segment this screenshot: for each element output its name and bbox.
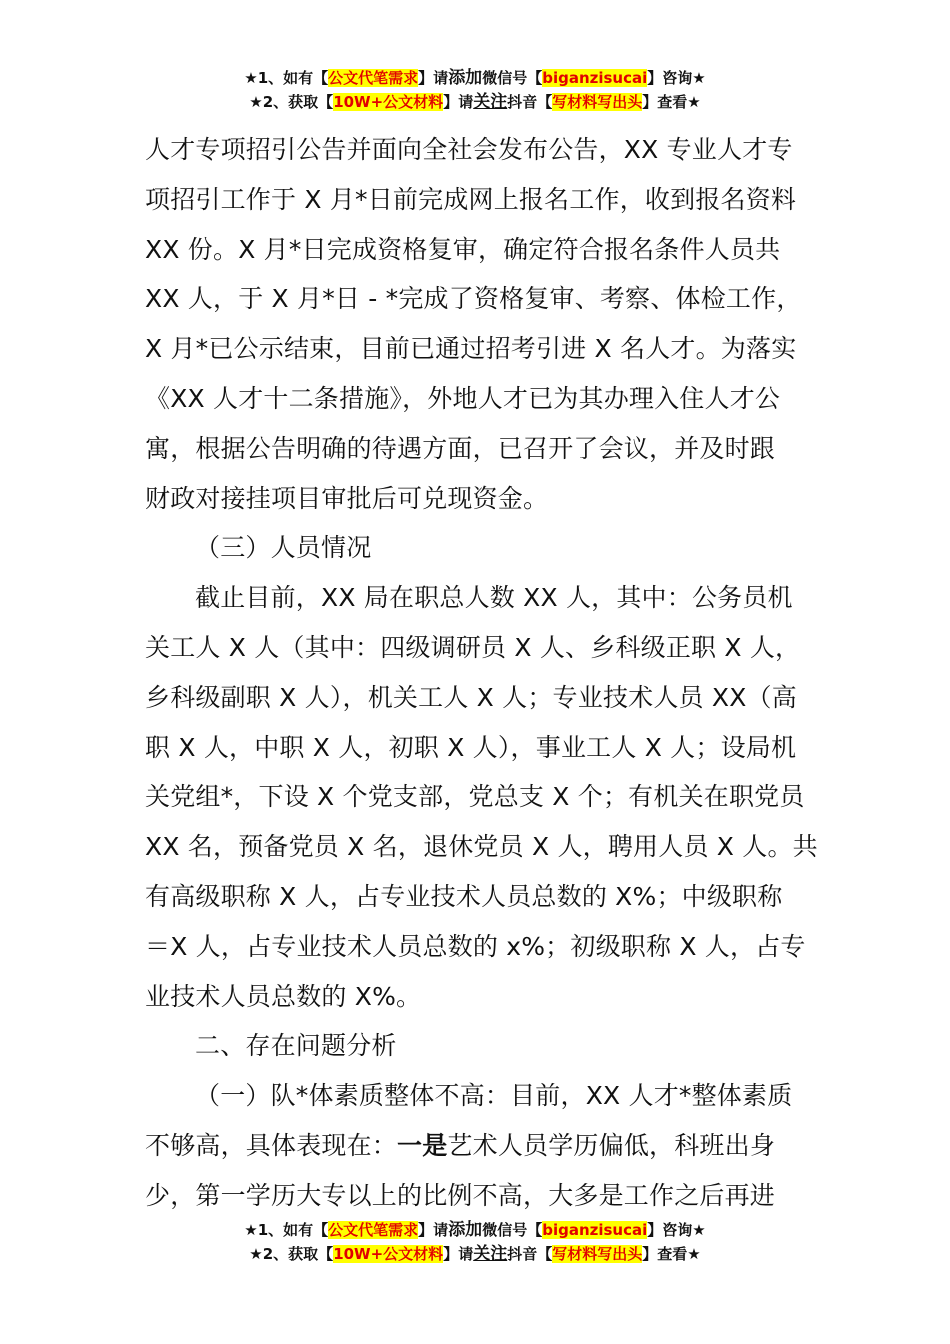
banner-text: 抖音【 xyxy=(507,1245,553,1263)
banner-highlight: 公文代笔需求 xyxy=(328,69,419,87)
body-line: 业技术人员总数的 X%。 xyxy=(145,981,422,1011)
banner-text: 】请 xyxy=(418,69,449,87)
banner-highlight: biganzisucai xyxy=(542,1221,648,1239)
body-line: 有高级职称 X 人，占专业技术人员总数的 X%；中级职称 xyxy=(145,881,783,911)
body-line: ＝X 人，占专业技术人员总数的 x%；初级职称 X 人，占专 xyxy=(145,931,806,961)
banner-text: 】请 xyxy=(443,1245,474,1263)
banner-line-2 xyxy=(0,90,950,114)
banner-text: 添加 xyxy=(448,1220,483,1240)
body-line: 职 X 人，中职 X 人，初职 X 人），事业工人 X 人；设局机 xyxy=(145,732,797,762)
banner-text: 添加 xyxy=(448,68,483,88)
banner-text: ★2、获取【 xyxy=(249,93,334,111)
body-line: XX 份。X 月*日完成资格复审，确定符合报名条件人员共 xyxy=(145,234,781,264)
section-heading: （三）人员情况 xyxy=(195,533,372,563)
body-line: 少，第一学历大专以上的比例不高，大多是工作之后再进 xyxy=(145,1180,776,1210)
banner-text: ★1、如有【 xyxy=(244,1221,329,1239)
banner-highlight: 10W+公文材料 xyxy=(333,93,444,111)
banner-highlight: biganzisucai xyxy=(542,69,648,87)
banner-text: ★1、如有【 xyxy=(244,69,329,87)
banner-text: 】请 xyxy=(418,1221,449,1239)
banner-highlight: 写材料写出头 xyxy=(552,1245,643,1263)
banner-text: 微信号【 xyxy=(482,69,543,87)
banner-text: 微信号【 xyxy=(482,1221,543,1239)
body-line: 乡科级副职 X 人），机关工人 X 人；专业技术人员 XX（高 xyxy=(145,682,797,712)
banner-highlight: 10W+公文材料 xyxy=(333,1245,444,1263)
body-line: XX 名，预备党员 X 名，退休党员 X 人，聘用人员 X 人。共 xyxy=(145,832,818,862)
banner-highlight: 公文代笔需求 xyxy=(328,1221,419,1239)
section-heading: 二、存在问题分析 xyxy=(195,1031,397,1061)
banner-text: 】查看★ xyxy=(642,1245,701,1263)
banner-text: 】查看★ xyxy=(642,93,701,111)
body-line: 人才专项招引公告并面向全社会发布公告，XX 专业人才专 xyxy=(145,135,793,164)
banner-text: ★2、获取【 xyxy=(249,1245,334,1263)
body-line: X 月*已公示结束，目前已通过招考引进 X 名人才。为落实 xyxy=(145,334,797,364)
body-line: XX 人，于 X 月*日 - *完成了资格复审、考察、体检工作， xyxy=(145,284,802,314)
body-line: 关工人 X 人（其中：四级调研员 X 人、乡科级正职 X 人， xyxy=(145,632,801,662)
body-line: 截止目前，XX 局在职总人数 XX 人，其中：公务员机 xyxy=(195,583,793,613)
body-line: 财政对接挂项目审批后可兑现资金。 xyxy=(145,483,549,513)
banner-text: 】咨询★ xyxy=(647,69,706,87)
banner-highlight: 写材料写出头 xyxy=(552,93,643,111)
body-text-span: 不够高，具体表现在： xyxy=(145,1130,398,1160)
body-line: 寓，根据公告明确的待遇方面，已召开了会议，并及时跟 xyxy=(145,433,776,463)
body-line: 项招引工作于 X 月*日前完成网上报名工作，收到报名资料 xyxy=(145,184,797,214)
footer-banner xyxy=(0,1218,950,1266)
banner-text: 关注 xyxy=(473,1244,508,1264)
banner-text: 】请 xyxy=(443,93,474,111)
body-line: 《XX 人才十二条措施》，外地人才已为其办理入住人才公 xyxy=(145,383,781,413)
body-line xyxy=(145,1121,805,1171)
body-text-span: 艺术人员学历偏低，科班出身 xyxy=(447,1130,776,1160)
banner-text: 抖音【 xyxy=(507,93,553,111)
banner-text: 】咨询★ xyxy=(647,1221,706,1239)
body-bold-span: 一是 xyxy=(397,1130,448,1160)
banner-line-1 xyxy=(0,1218,950,1242)
banner-text: 关注 xyxy=(473,92,508,112)
banner-line-2 xyxy=(0,1242,950,1266)
document-body xyxy=(145,125,818,1221)
header-banner xyxy=(0,66,950,114)
body-line: （一）队*体素质整体不高：目前，XX 人才*整体素质 xyxy=(195,1081,793,1111)
body-line: 关党组*，下设 X 个党支部，党总支 X 个；有机关在职党员 xyxy=(145,782,805,812)
banner-line-1 xyxy=(0,66,950,90)
